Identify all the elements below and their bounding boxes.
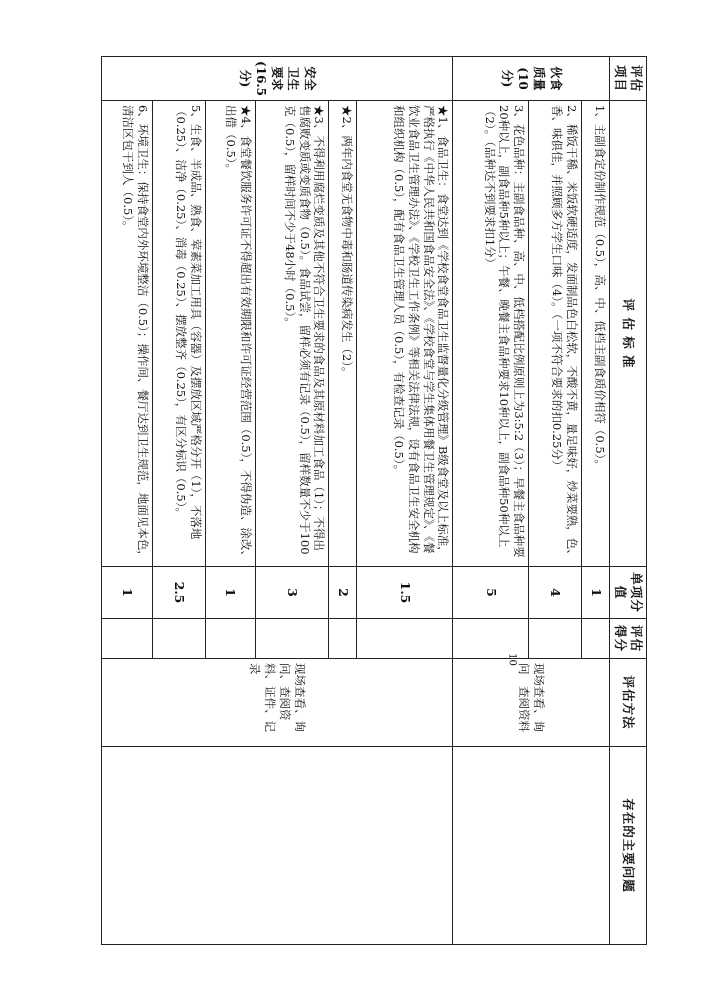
header-problem: 存在的主要问题 [610,747,647,945]
page-number: 10 [506,653,518,666]
score-value: 3 [256,567,329,619]
got-cell [152,619,205,659]
table-header-row [610,57,647,945]
method-cell: 现场查看、询 问 查阅资料 [453,659,610,747]
score-value: 4 [529,567,582,619]
header-got: 评估得分 [610,619,647,659]
evaluation-table [101,56,647,945]
score-value: 2 [329,567,357,619]
score-value: 1 [102,567,153,619]
problem-cell [453,747,610,945]
score-value: 1 [582,567,610,619]
criteria-text: 2、稀饭干稀、米饭软硬适度，发面制品色白松软，不酸不黄，量足味好，炒菜要熟，色、香、味俱佳，并照顾多方学生口味（4）。（一项不符合要求的扣0.25分） [529,101,582,567]
method-cell: 现场查看、询问、查阅资料、证件、记录 [102,659,453,747]
got-cell [102,619,153,659]
got-cell [357,619,453,659]
criteria-text: ★1、食品卫生：食堂达到《学校食堂食品卫生监督量化分级管理》B级食堂及以上标准，严格执行《中华人民共和国食品安全法》、《学校食堂与学生集体用餐卫生管理规定》、《餐饮业食品卫生管理办法》、《学校卫生工作条例》等相关法律法规，设有食品卫生安全机构和组织机构（0.5），配有食品卫生管理人员（0.5），有检查记录（0.5）。 [357,101,453,567]
criteria-text: 1、主副食定份制作规范（0.5），高、中、低档主副食质价相符（0.5）。 [582,101,610,567]
score-value: 1.5 [357,567,453,619]
header-criteria: 评 估 标 准 [610,101,647,567]
category-food-quality: 伙食质量(10分) [453,57,610,101]
criteria-text: 3、花色品种：主副食品种、高、中、低档搭配比例原则上为3:5:2（3）；早餐主食品种要20种以上，副食品种5种以上；午餐、晚餐主食品种要求10种以上，副食品种50种以上（2）。（品种达不到要求扣1分） [453,101,529,567]
criteria-text: ★3、不得利用腐烂变质及其他不符合卫生要求的食品及其原材料加工食品（1）；不得出售腐败变质或变质食物（0.5）。食品试尝，留样必须有记录（0.5），留样数量不少于100克（0.5），留样时间不少于48小时（0.5）。 [256,101,329,567]
header-method: 评估方法 [610,659,647,747]
header-item: 评估项目 [610,57,647,101]
criteria-text: ★4、食堂餐饮服务许可证不得超出有效期限和许可证经营范围（0.5），不得伪造、涂改、出借（0.5）。 [205,101,256,567]
table-row [357,57,453,945]
score-value: 5 [453,567,529,619]
problem-cell [102,747,453,945]
score-value: 2.5 [152,567,205,619]
table-row [582,57,610,945]
got-cell [256,619,329,659]
header-score: 单项分值 [610,567,647,619]
criteria-text: 5、生食、半成品、熟食、荤素菜加工用具（容器）及摆放区域严格分开（1），不落地（0.25）、洁净（0.25）、消毒（0.25）、摆放整齐（0.25），有区分标识（0.5）。 [152,101,205,567]
got-cell [205,619,256,659]
criteria-text: ★2、两年内食堂无食物中毒和肠道传染病发生（2）。 [329,101,357,567]
category-safety-hygiene: 安全卫生要求(16.5分) [102,57,453,101]
got-cell [329,619,357,659]
got-cell [529,619,582,659]
score-value: 1 [205,567,256,619]
got-cell [582,619,610,659]
criteria-text: 6、环境卫生：保持食堂内外环境整洁（0.5）；操作间、餐厅达到卫生规范，地面见本色，清洁区包干到人（0.5）。 [102,101,153,567]
